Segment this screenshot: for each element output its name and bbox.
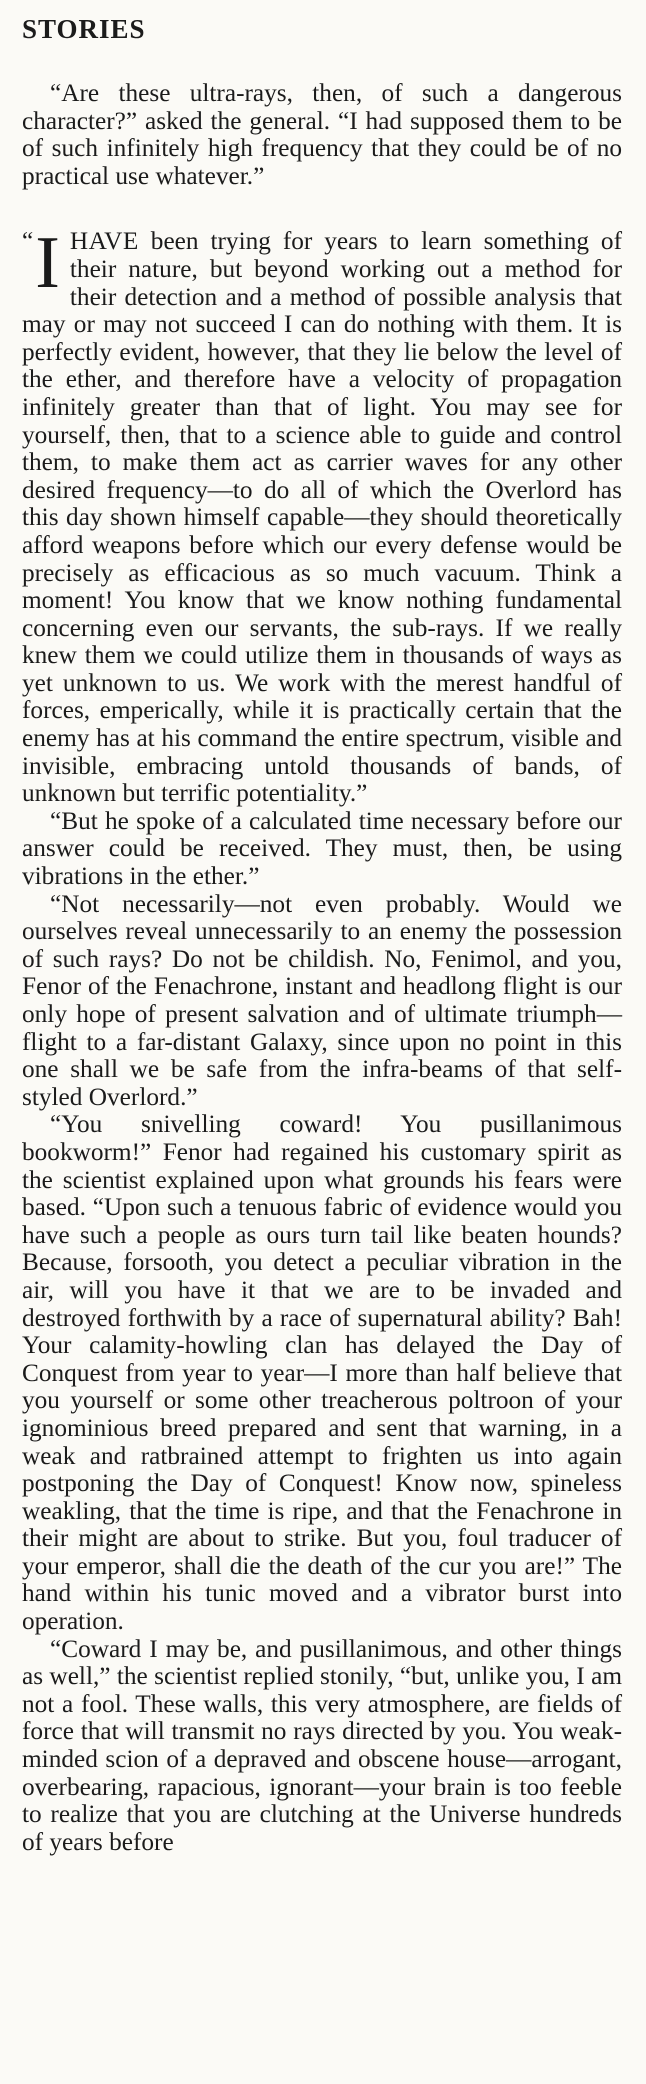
opening-quote: “ xyxy=(22,227,34,256)
running-header: STORIES xyxy=(22,14,146,44)
paragraph: “But he spoke of a calculated time necessary before our answer could be received. They must, then, be using vibrations in the ether.” xyxy=(22,806,622,891)
paragraph: “Not necessarily—not even probably. Would we ourselves reveal unnecessarily to an enemy the possession of such rays? Do not be childish. No, Fenimol, and you, Fenor of the Fenachrone, instant and headlong flight is our only hope of present salvation and of ultimate triumph—flight to a far-distant Galaxy, since upon no point in this one shall we be safe from the infra-beams of that self-styled Overlord.” xyxy=(22,889,622,1111)
intro-paragraph: “Are these ultra-rays, then, of such a dangerous character?” asked the general. “I had supposed them to be of such infinitely high frequency that they could be of no practical use whatever.” xyxy=(22,79,622,190)
lead-small-caps: HAVE xyxy=(69,227,139,256)
drop-cap: I xyxy=(35,222,60,305)
lead-text: been trying for years to learn something of their nature, but beyond working out a method for their detection and a method of possible analysis that may or may not succeed I can do nothing with them. It is perfectly evident, however, that they lie below the level of the ether, and therefore have a velocity of propagation infinitely greater than that of light. You may see for yourself, then, that to a science able to guide and control them, to make them act as carrier waves for any other desired frequency—to do all of which the Overlord has this day shown himself capable—they should theoretically afford weapons before which our every defense would be precisely as efficacious as so much vacuum. Think a moment! You know that we know nothing fundamental concerning even our servants, the sub-rays. If we really knew them we could utilize them in thousands of ways as yet unknown to us. We work with the merest handful of forces, emperically, while it is practically certain that the enemy has at his command the entire spectrum, visible and invisible, embracing untold thousands of bands, of unknown but terrific potentiality.” xyxy=(22,227,622,808)
paragraph: “You snivelling coward! You pusillanimous bookworm!” Fenor had regained his customary spirit as the scientist explained upon what grounds his fears were based. “Upon such a tenuous fabric of evidence would you have such a people as ours turn tail like beaten hounds? Because, forsooth, you detect a peculiar vibration in the air, will you have it that we are to be invaded and destroyed forthwith by a race of supernatural ability? Bah! Your calamity-howling clan has delayed the Day of Conquest from year to year—I more than half believe that you yourself or some other treacherous poltroon of your ignominious breed prepared and sent that warning, in a weak and ratbrained attempt to frighten us into again postponing the Day of Conquest! Know now, spineless weakling, that the time is ripe, and that the Fenachrone in their might are about to strike. But you, foul traducer of your emperor, shall die the death of the cur you are!” The hand within his tunic moved and a vibrator burst into operation. xyxy=(22,1110,622,1636)
lead-paragraph xyxy=(22,222,622,808)
paragraph: “Coward I may be, and pusillanimous, and other things as well,” the scientist replied stonily, “but, unlike you, I am not a fool. These walls, this very atmosphere, are fields of force that will transmit no rays directed by you. You weak-minded scion of a depraved and obscene house—arrogant, overbearing, rapacious, ignorant—your brain is too feeble to realize that you are clutching at the Universe hundreds of years before xyxy=(22,1634,622,1856)
text-column xyxy=(22,80,622,1856)
